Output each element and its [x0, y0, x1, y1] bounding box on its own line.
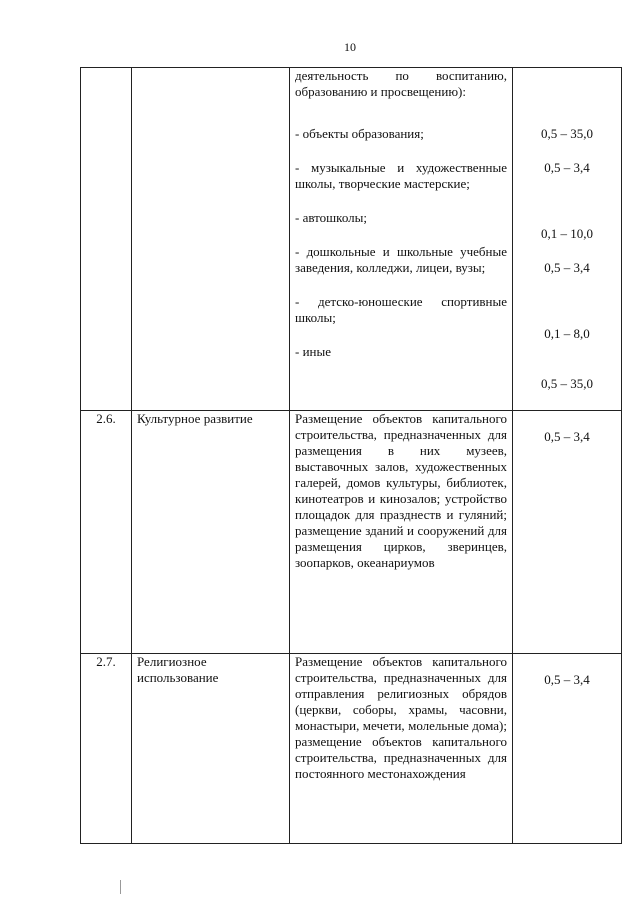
list-item: - автошколы;: [295, 210, 368, 225]
list-item: - иные: [295, 344, 331, 359]
row-description-cell: Размещение объектов капитального строительства, предназначенных для отправления религиозных обрядов (церкви, соборы, храмы, часовни, монастыри, мечети, молельные дома); размещение объектов капитального строительства, предназначенных для постоянного местонахождения: [290, 654, 513, 844]
table-row: [81, 68, 622, 411]
row-area-cell: [513, 411, 622, 654]
row-number-cell: [81, 68, 132, 411]
area-value: 0,5 – 35,0: [541, 126, 593, 141]
area-value: 0,5 – 3,4: [544, 429, 590, 444]
land-use-table: [80, 67, 622, 844]
area-value: 0,5 – 3,4: [544, 260, 590, 275]
row-number-cell: 2.6.: [81, 411, 132, 654]
list-item: - объекты образования;: [295, 126, 424, 141]
row-area-cell: [513, 654, 622, 844]
area-value: 0,1 – 10,0: [541, 226, 593, 241]
list-item: - музыкальные и художественные школы, творческие мастерские;: [295, 160, 507, 191]
page-number: 10: [344, 40, 356, 54]
list-item: - дошкольные и школьные учебные заведения, колледжи, лицеи, вузы;: [295, 244, 507, 275]
row-number-cell: 2.7.: [81, 654, 132, 844]
table-row: [81, 411, 622, 654]
row-description-cell: [290, 68, 513, 411]
area-value: 0,5 – 3,4: [544, 160, 590, 175]
row-name-cell: Религиозное использование: [132, 654, 290, 844]
row-description-cell: Размещение объектов капитального строительства, предназначенных для размещения в них музеев, выставочных залов, художественных галерей, домов культуры, библиотек, кинотеатров и кинозалов; устройство площадок для празднеств и гуляний; размещение зданий и сооружений для размещения цирков, зверинцев, зоопарков, океанариумов: [290, 411, 513, 654]
row-name-cell: Культурное развитие: [132, 411, 290, 654]
area-value: 0,1 – 8,0: [544, 326, 590, 341]
scan-artifact: [120, 880, 121, 894]
row-name-cell: [132, 68, 290, 411]
continuation-intro: деятельность по воспитанию, образованию и просвещению):: [295, 68, 507, 99]
list-item: - детско-юношеские спортивные школы;: [295, 294, 507, 325]
area-value: 0,5 – 3,4: [544, 672, 590, 687]
table-row: [81, 654, 622, 844]
row-area-cell: [513, 68, 622, 411]
area-value: 0,5 – 35,0: [541, 376, 593, 391]
